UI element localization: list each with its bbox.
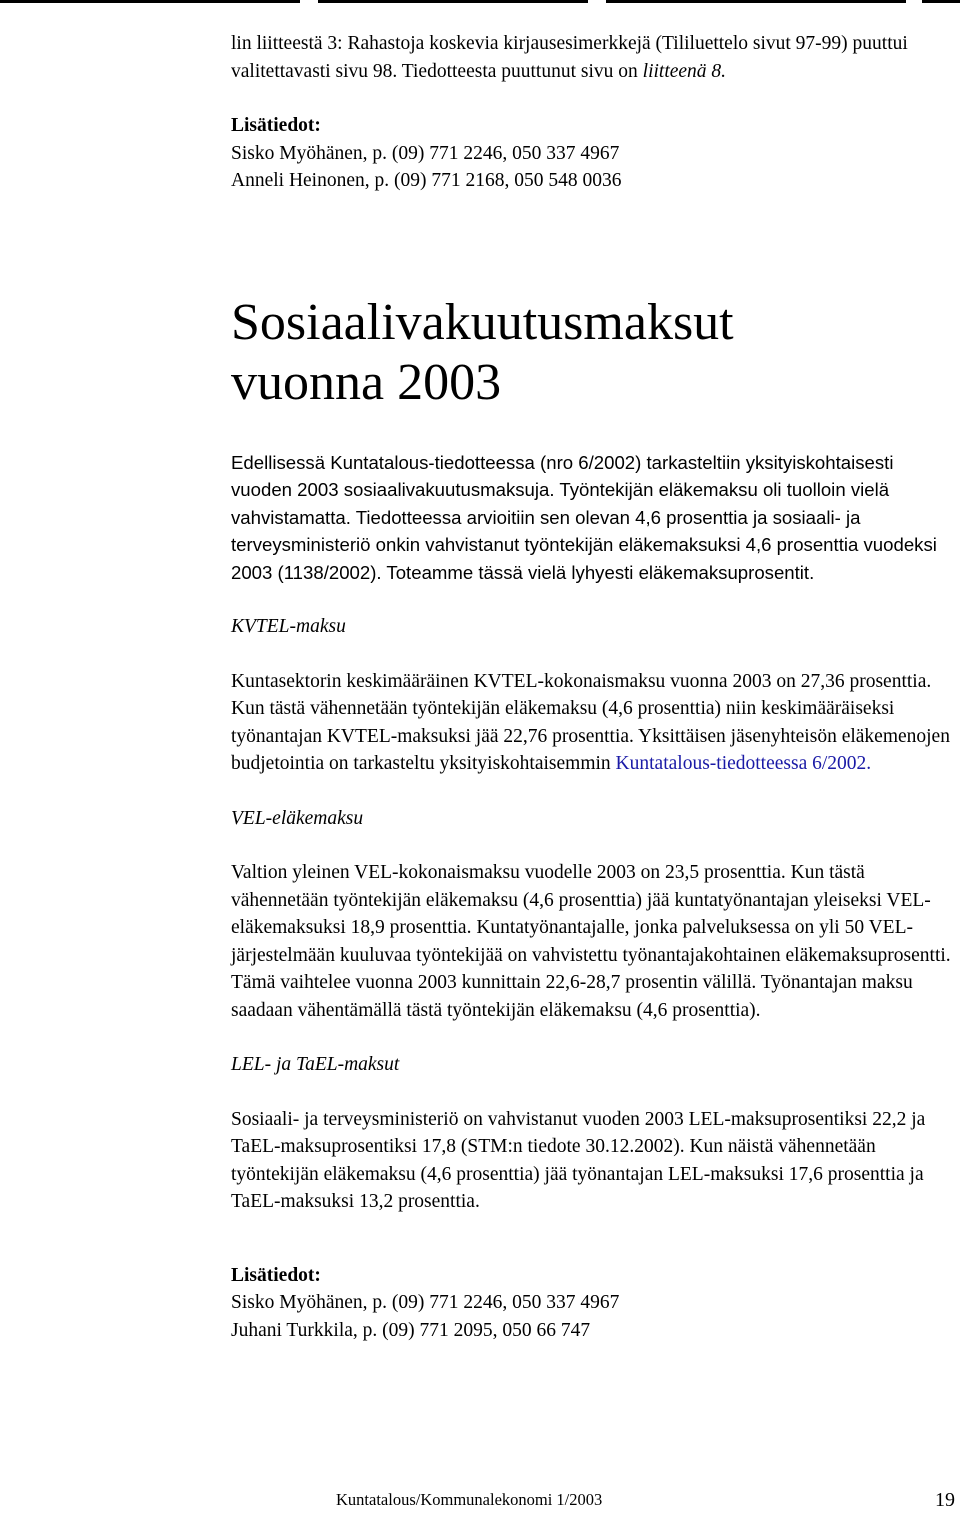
intro-paragraph: Edellisessä Kuntatalous-tiedotteessa (nro 6/2002) tarkasteltiin yksityiskohtaisesti vuoden 2003 sosiaalivakuutusmaksuja. Työntekijän eläkemaksu oli tuolloin vielä vahvistamatta. Tiedotteessa arvioitiin sen olevan 4,6 prosenttia ja sosiaali- ja terveysministeriö onkin vahvistanut työntekijän eläkemaksuksi 4,6 prosenttia vuodeksi 2003 (1138/2002). Toteamme tässä vielä lyhyesti eläkemaksuprosentit.	[231, 451, 937, 583]
page-number: 19	[935, 1489, 955, 1511]
kvtel-link[interactable]: Kuntatalous-tiedotteessa 6/2002.	[615, 753, 872, 774]
contact-line: Anneli Heinonen, p. (09) 771 2168, 050 548 0036	[231, 170, 622, 191]
top-border-segment	[606, 0, 906, 3]
document-page	[231, 30, 953, 1344]
vel-heading: VEL-eläkemaksu	[231, 807, 364, 829]
contact-line: Sisko Myöhänen, p. (09) 771 2246, 050 337 4967	[231, 1292, 620, 1313]
info-label: Lisätiedot:	[231, 115, 321, 136]
intro-note-text: lin liitteestä 3: Rahastoja koskevia kirjausesimerkkejä (Tililuettelo sivut 97-99) puuttui valitettavasti sivu 98. Tiedotteesta puuttunut sivu on	[231, 33, 908, 82]
intro-note	[231, 30, 953, 85]
page-title	[231, 293, 953, 413]
contact-line: Sisko Myöhänen, p. (09) 771 2246, 050 337 4967	[231, 142, 620, 164]
info-label: Lisätiedot:	[231, 1264, 321, 1286]
top-border-segment	[922, 0, 960, 3]
page-footer: Kuntatalous/Kommunalekonomi 1/2003	[336, 1490, 603, 1509]
title-line-1: Sosiaalivakuutusmaksut	[231, 293, 734, 351]
kvtel-text: Kuntasektorin keskimääräinen KVTEL-kokonaismaksu vuonna 2003 on 27,36 prosenttia. Kun tästä vähennetään työntekijän eläkemaksu (4,6 prosenttia) niin keskimääräiseksi työnantajan KVTEL-maksuksi jää 22,76 prosenttia. Yksittäisen jäsenyhteisön eläkemenojen budjetointia on tarkasteltu yksityiskohtaisemmin	[231, 670, 950, 774]
top-border-segment	[318, 0, 588, 3]
contact-line: Juhani Turkkila, p. (09) 771 2095, 050 66 747	[231, 1319, 591, 1341]
contact-block	[231, 1262, 953, 1345]
vel-paragraph: Valtion yleinen VEL-kokonaismaksu vuodelle 2003 on 23,5 prosenttia. Kun tästä vähennetään työntekijän eläkemaksu (4,6 prosenttia) jää kuntatyönantajan yleiseksi VEL-eläkemaksuksi 18,9 prosenttia. Kuntatyönantajalle, jonka palveluksessa on yli 50 VEL-järjestelmään kuuluvaa työntekijää on vahvistettu työnantajakohtainen eläkemaksuprosentti. Tämä vaihtelee vuonna 2003 kunnittain 22,6-28,7 prosentin välillä. Työnantajan maksu saadaan vähentämällä tästä työntekijän eläkemaksu (4,6 prosenttia).	[231, 862, 951, 1021]
title-line-2: vuonna 2003	[231, 353, 502, 411]
lel-heading: LEL- ja TaEL-maksut	[231, 1054, 400, 1075]
top-border-segment	[0, 0, 300, 3]
intro-note-appendix: liitteenä 8.	[642, 60, 727, 82]
kvtel-paragraph	[231, 668, 953, 778]
top-border	[0, 0, 960, 3]
kvtel-heading: KVTEL-maksu	[231, 616, 346, 637]
lel-paragraph: Sosiaali- ja terveysministeriö on vahvistanut vuoden 2003 LEL-maksuprosentiksi 22,2 ja TaEL-maksuprosentiksi 17,8 (STM:n tiedote 30.12.2002). Kun näistä vähennetään työntekijän eläkemaksu (4,6 prosenttia) jää työnantajan LEL-maksuksi 17,6 prosenttia ja TaEL-maksuksi 13,2 prosenttia.	[231, 1108, 926, 1212]
